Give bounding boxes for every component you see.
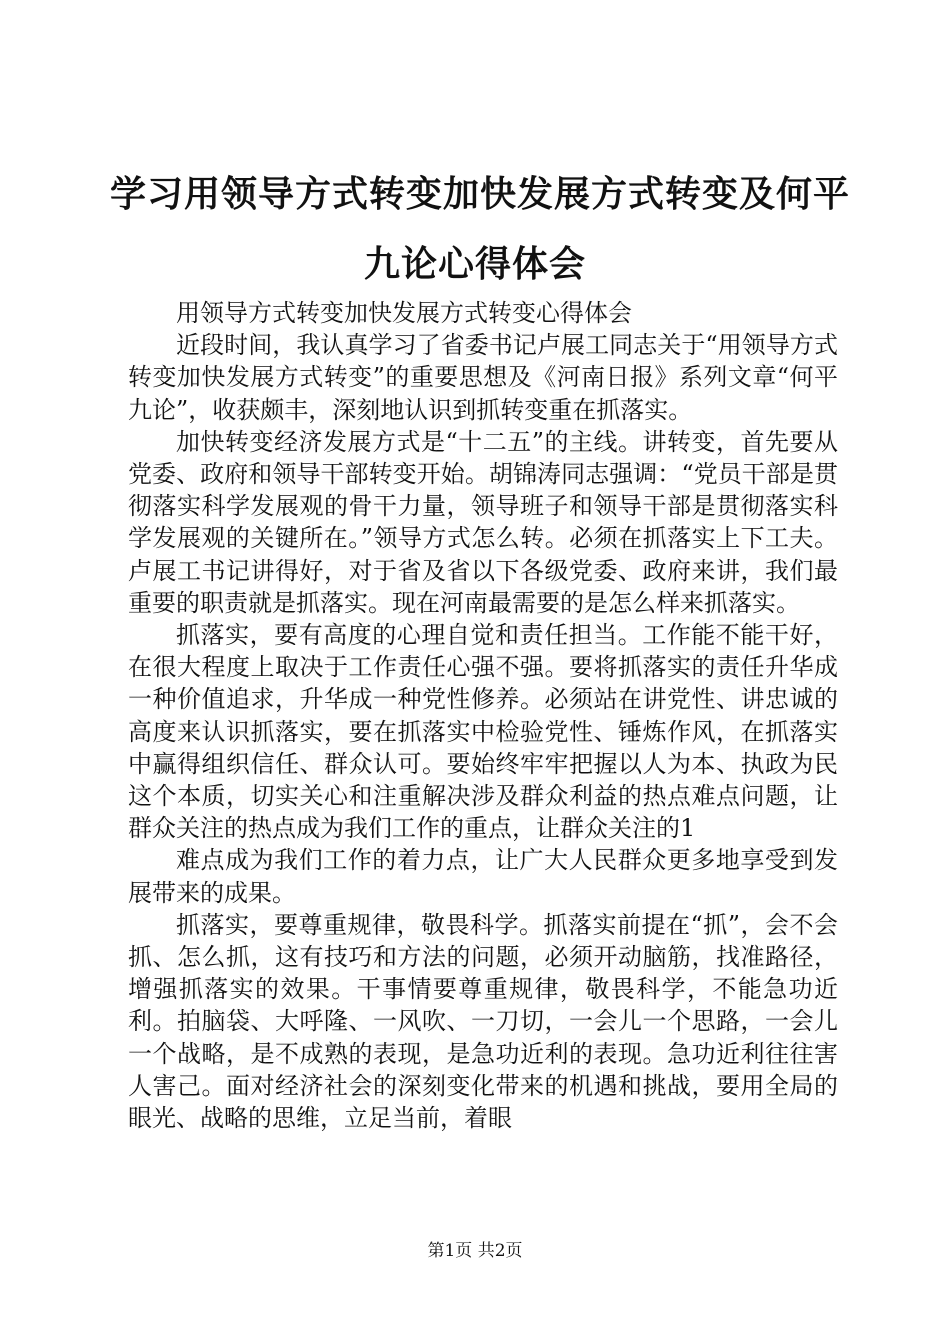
- body-paragraph: 抓落实，要尊重规律，敬畏科学。抓落实前提在“抓”，会不会抓、怎么抓，这有技巧和方法的问题，必须开动脑筋，找准路径，增强抓落实的效果。干事情要尊重规律，敬畏科学，不能急功近利。拍脑袋、大呼隆、一风吹、一刀切，一会儿一个思路，一会儿一个战略，是不成熟的表现，是急功近利的表现。急功近利往往害人害己。面对经济社会的深刻变化带来的机遇和挑战，要用全局的眼光、战略的思维，立足当前，着眼: [128, 910, 838, 1133]
- subtitle-paragraph: 用领导方式转变加快发展方式转变心得体会: [176, 299, 632, 327]
- document-title: [110, 160, 851, 300]
- body-paragraph: 抓落实，要有高度的心理自觉和责任担当。工作能不能干好，在很大程度上取决于工作责任心强不强。要将抓落实的责任升华成一种价值追求，升华成一种党性修养。必须站在讲党性、讲忠诚的高度来认识抓落实，要在抓落实中检验党性、锤炼作风，在抓落实中赢得组织信任、群众认可。要始终牢牢把握以人为本、执政为民这个本质，切实关心和注重解决涉及群众利益的热点难点问题，让群众关注的热点成为我们工作的重点，让群众关注的1: [128, 621, 838, 843]
- body-paragraph: 近段时间，我认真学习了省委书记卢展工同志关于“用领导方式转变加快发展方式转变”的重要思想及《河南日报》系列文章“何平九论”，收获颇丰，深刻地认识到抓转变重在抓落实。: [128, 331, 838, 424]
- title-line-2: 九论心得体会: [363, 244, 586, 285]
- body-paragraph: 加快转变经济发展方式是“十二五”的主线。讲转变，首先要从党委、政府和领导干部转变开始。胡锦涛同志强调：“党员干部是贯彻落实科学发展观的骨干力量，领导班子和领导干部是贯彻落实科学发展观的关键所在。”领导方式怎么转。必须在抓落实上下工夫。卢展工书记讲得好，对于省及省以下各级党委、政府来讲，我们最重要的职责就是抓落实。现在河南最需要的是怎么样来抓落实。: [128, 427, 838, 617]
- page-footer: 第1页 共2页: [427, 1241, 523, 1261]
- title-line-1: 学习用领导方式转变加快发展方式转变及何平: [110, 174, 851, 215]
- document-body: [128, 297, 838, 1134]
- body-paragraph: 难点成为我们工作的着力点，让广大人民群众更多地享受到发展带来的成果。: [128, 846, 838, 907]
